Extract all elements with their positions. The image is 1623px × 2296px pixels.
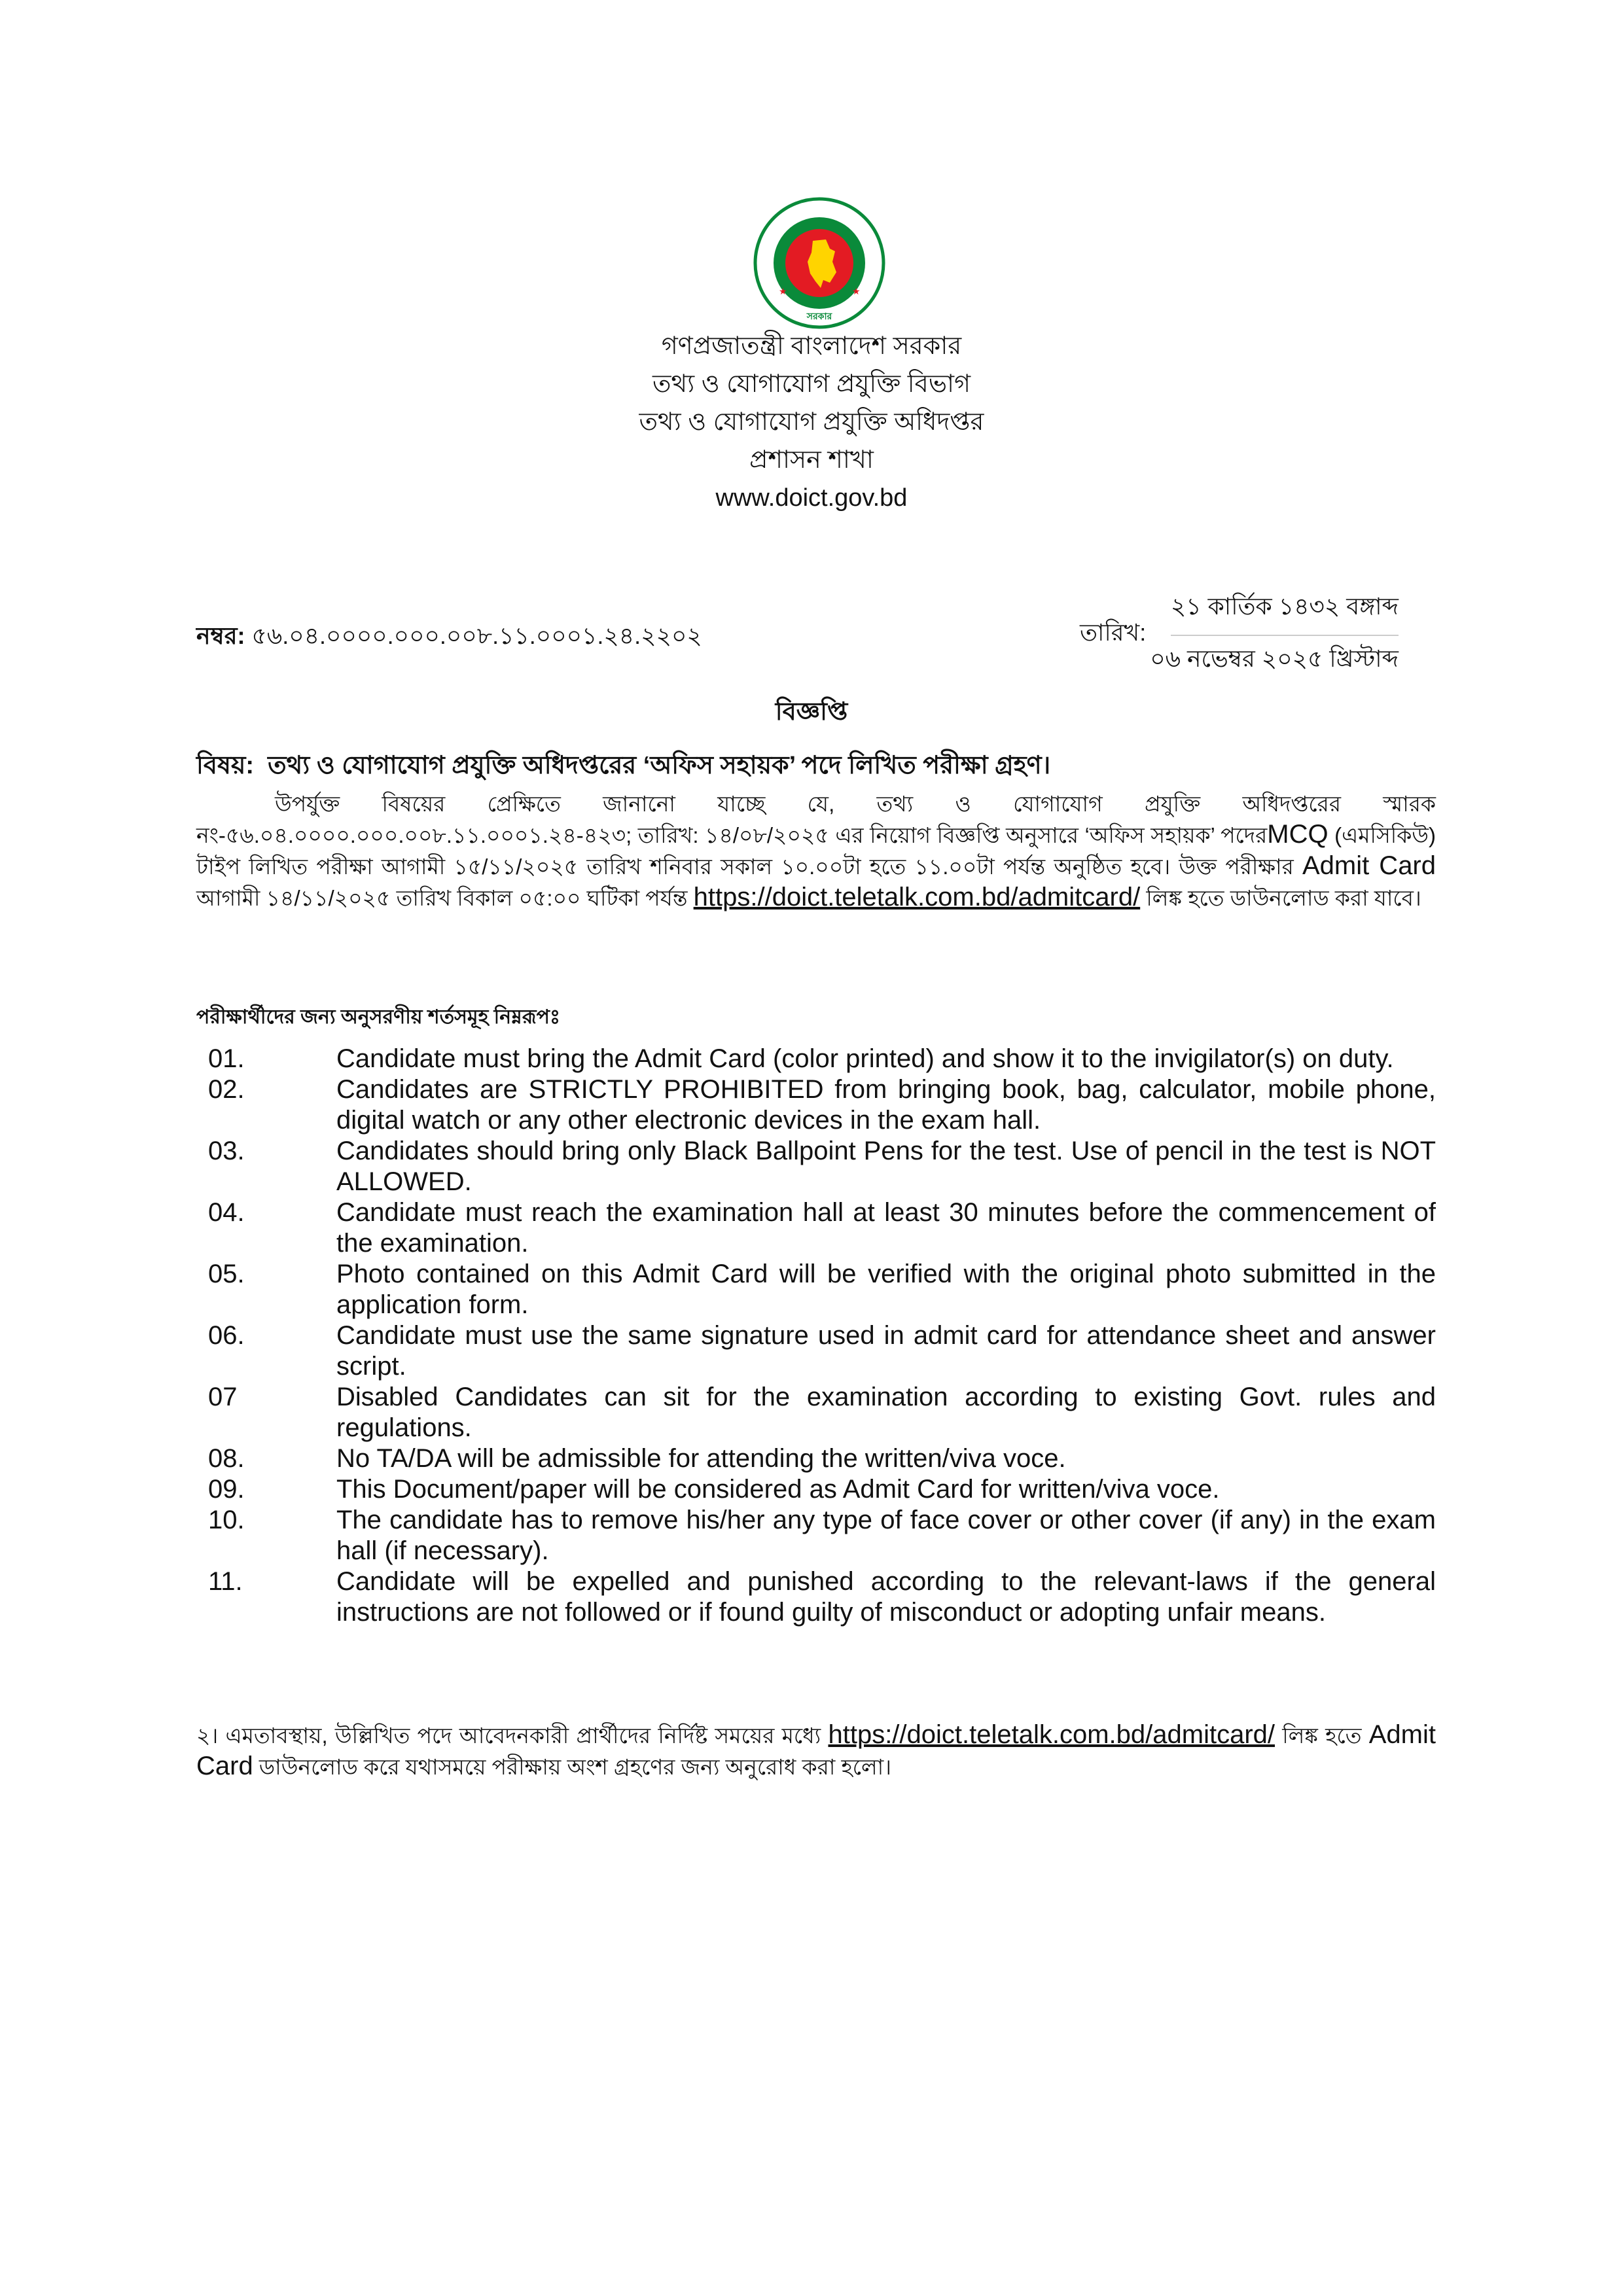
- subject-label: বিষয়:: [196, 752, 255, 779]
- item-number: 03.: [208, 1137, 245, 1165]
- item-text: This Document/paper will be considered as Admit Card for written/viva voce.: [336, 1475, 1220, 1504]
- conditions-list: [196, 1044, 1436, 1628]
- letterhead: [0, 327, 1623, 517]
- header-website: www.doict.gov.bd: [715, 484, 908, 512]
- date-gregorian: ০৬ নভেম্বর ২০২৫ খ্রিস্টাব্দ: [1150, 645, 1399, 672]
- item-number: 10.: [208, 1506, 245, 1534]
- subject-text: তথ্য ও যোগাযোগ প্রযুক্তি অধিদপ্তরের ‘অফিস সহায়ক’ পদে লিখিত পরীক্ষা গ্রহণ।: [268, 752, 1051, 779]
- item-number: 06.: [208, 1321, 245, 1350]
- item-text: Candidate must reach the examination hall at least 30 minutes before the commencement of the examination.: [336, 1198, 1436, 1258]
- svg-text:★: ★: [779, 286, 787, 296]
- header-line-department: তথ্য ও যোগাযোগ প্রযুক্তি অধিদপ্তর: [639, 408, 984, 436]
- item-text: Candidate will be expelled and punished according to the relevant-laws if the general instructions are not followed or if found guilty of misconduct or adopting unfair means.: [336, 1567, 1436, 1627]
- item-text: Candidate must use the same signature used in admit card for attendance sheet and answer script.: [336, 1321, 1436, 1381]
- item-text: Candidates are STRICTLY PROHIBITED from bringing book, bag, calculator, mobile phone, digital watch or any other electronic devices in the exam hall.: [336, 1075, 1436, 1135]
- item-text: Photo contained on this Admit Card will be verified with the original photo submitted in the application form.: [336, 1260, 1436, 1319]
- list-item: [196, 1197, 1436, 1259]
- closing-admit-card: Admit Card: [196, 1720, 1436, 1780]
- item-text: Candidates should bring only Black Ballpoint Pens for the test. Use of pencil in the test is NOT ALLOWED.: [336, 1137, 1436, 1196]
- closing-part2: লিঙ্ক হতে: [1282, 1723, 1362, 1748]
- admit-card-link[interactable]: https://doict.teletalk.com.bd/admitcard/: [693, 883, 1141, 911]
- closing-part1: ২। এমতাবস্থায়, উল্লিখিত পদে আবেদনকারী প্রার্থীদের নির্দিষ্ট সময়ের মধ্যে: [196, 1723, 821, 1748]
- item-text: Candidate must bring the Admit Card (color printed) and show it to the invigilator(s) on duty.: [336, 1044, 1394, 1073]
- memo-value: ৫৬.০৪.০০০০.০০০.০০৮.১১.০০০১.২৪.২২০২: [251, 622, 702, 649]
- memo-number: [196, 618, 702, 658]
- list-item: [196, 1044, 1436, 1074]
- closing-admit-card-link[interactable]: https://doict.teletalk.com.bd/admitcard/: [828, 1720, 1275, 1749]
- list-item: [196, 1443, 1436, 1474]
- item-number: 04.: [208, 1198, 245, 1227]
- paragraph-admit-card: Admit Card: [1302, 851, 1436, 880]
- item-number: 05.: [208, 1260, 245, 1288]
- item-number: 11.: [208, 1567, 243, 1596]
- item-number: 02.: [208, 1075, 245, 1104]
- item-number: 09.: [208, 1475, 245, 1504]
- item-number: 08.: [208, 1444, 245, 1473]
- list-item: [196, 1320, 1436, 1382]
- paragraph-part4: লিঙ্ক হতে ডাউনলোড করা যাবে।: [1146, 886, 1421, 910]
- header-line-branch: প্রশাসন শাখা: [749, 446, 874, 474]
- list-item: [196, 1474, 1436, 1505]
- header-line-government: গণপ্রজাতন্ত্রী বাংলাদেশ সরকার: [661, 332, 962, 360]
- list-item: [196, 1136, 1436, 1197]
- list-item: [196, 1505, 1436, 1566]
- closing-part3: ডাউনলোড করে যথাসময়ে পরীক্ষায় অংশ গ্রহণের জন্য অনুরোধ করা হলো।: [259, 1755, 892, 1779]
- paragraph-part2: (এমসিকিউ) টাইপ লিখিত পরীক্ষা আগামী ১৫/১১/২০২৫ তারিখ শনিবার সকাল ১০.০০টা হতে ১১.০০টা পর্যন্ত অনুষ্ঠিত হবে। উক্ত পরীক্ষার: [196, 823, 1436, 879]
- government-seal-logo: [753, 196, 886, 330]
- notice-paragraph: [196, 788, 1436, 913]
- item-number: 07: [208, 1383, 238, 1411]
- paragraph-part1: উপর্যুক্ত বিষয়ের প্রেক্ষিতে জানানো যাচ্ছে যে, তথ্য ও যোগাযোগ প্রযুক্তি অধিদপ্তরের স্মারক নং-৫৬.০৪.০০০০.০০০.০০৮.১১.০০০১.২৪-৪২৩; তারিখ: ১৪/০৮/২০২৫ এর নিয়োগ বিজ্ঞপ্তি অনুসারে ‘অফিস সহায়ক’ পদের: [196, 792, 1436, 847]
- item-text: No TA/DA will be admissible for attending the written/viva voce.: [336, 1444, 1066, 1473]
- item-number: 01.: [208, 1044, 245, 1073]
- notice-title: বিজ্ঞপ্তি: [775, 698, 848, 726]
- closing-paragraph: [196, 1720, 1436, 1782]
- svg-text:★: ★: [852, 286, 861, 296]
- subject-line: [196, 746, 1050, 788]
- list-item: [196, 1382, 1436, 1443]
- paragraph-part3: আগামী ১৪/১১/২০২৫ তারিখ বিকাল ০৫:০০ ঘটিকা পর্যন্ত: [196, 886, 688, 910]
- date-bangla: ২১ কার্তিক ১৪৩২ বঙ্গাব্দ: [1171, 589, 1399, 636]
- date-block: [1080, 589, 1399, 680]
- item-text: The candidate has to remove his/her any type of face cover or other cover (if any) in the exam hall (if necessary).: [336, 1506, 1436, 1565]
- seal-text-bottom: সরকার: [806, 311, 832, 322]
- list-item: [196, 1566, 1436, 1628]
- header-line-division: তথ্য ও যোগাযোগ প্রযুক্তি বিভাগ: [652, 370, 971, 398]
- list-item: [196, 1074, 1436, 1136]
- list-item: [196, 1259, 1436, 1320]
- conditions-heading: পরীক্ষার্থীদের জন্য অনুসরণীয় শর্তসমূহ নিম্নরূপঃ: [196, 1006, 560, 1028]
- date-label: তারিখ:: [1080, 619, 1147, 646]
- paragraph-mcq: MCQ: [1267, 820, 1329, 849]
- memo-label: নম্বর:: [196, 622, 245, 649]
- item-text: Disabled Candidates can sit for the examination according to existing Govt. rules and regulations.: [336, 1383, 1436, 1442]
